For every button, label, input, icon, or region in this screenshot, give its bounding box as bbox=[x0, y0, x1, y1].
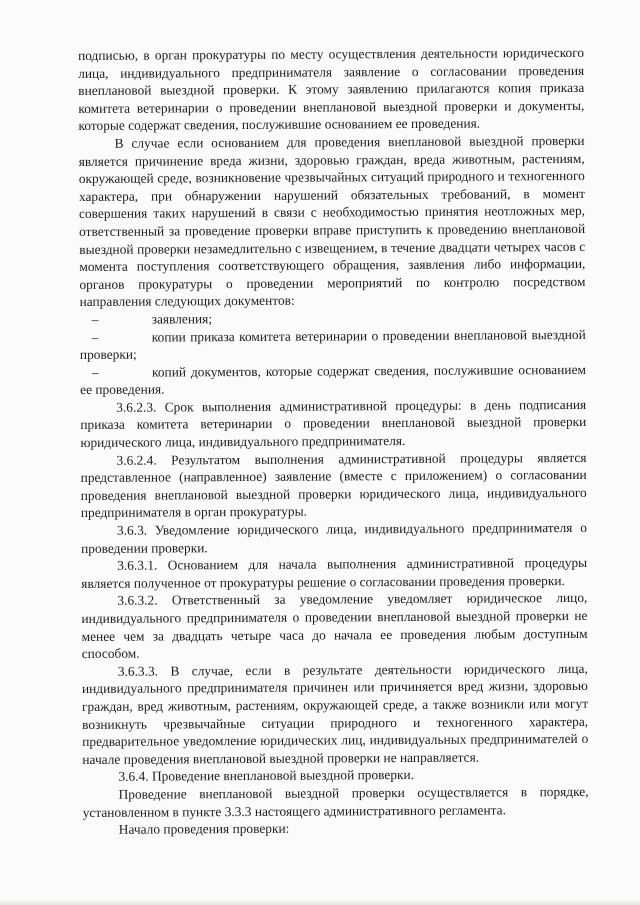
list-item-text: копий документов, которые содержат сведения, послужившие основанием ее проведения. bbox=[80, 361, 587, 398]
paragraph-3-6-3-2: 3.6.3.2. Ответственный за уведомление уведомляет юридическое лицо, индивидуального предпринимателя о проведении внеплановой выездной проверки не менее чем за двадцать четыре часа до начала ее проведения любым доступным способом. bbox=[81, 590, 588, 662]
paragraph-3-6-4: 3.6.4. Проведение внеплановой выездной проверки. bbox=[118, 767, 415, 785]
paragraph-emergency: В случае если основанием для проведения внеплановой выездной проверки является причинение вреда жизни, здоровью граждан, вреда животным, растениям, окружающей среде, возникновение чрезвычайных ситуаций природного и техногенного характера, при обнаружении нарушений обязательных требований, в момент совершения таких нарушений в связи с необходимостью принятия неотложных мер, ответственный за проведение проверки вправе приступить к проведению внеплановой выездной проверки незамедлительно с извещением, в течение двадцати четырех часов с момента поступления соответствующего обращения, заявления либо информации, органов прокуратуры о проведении мероприятий по контролю посредством направления следующих документов: bbox=[78, 132, 586, 310]
paragraph-procedure: Проведение внеплановой выездной проверки осуществляется в порядке, установленном в пункте 3.3.3 настоящего административного регламента. bbox=[82, 783, 589, 820]
list-item bbox=[80, 361, 586, 399]
paragraph-3-6-2-4: 3.6.2.4. Результатом выполнения административной процедуры является представленное (направленное) заявление (вместе с приложением) о согласовании проведения внеплановой выездной проверки юридического лица, индивидуального предпринимателя в орган прокуратуры. bbox=[80, 449, 587, 521]
scan-edge bbox=[0, 899, 640, 905]
list-item-text: заявления; bbox=[151, 311, 213, 327]
list-item-text: копии приказа комитета ветеринарии о проведении внеплановой выездной проверки; bbox=[79, 326, 586, 363]
paragraph-start: Начало проведения проверки: bbox=[118, 820, 290, 837]
paragraph-3-6-3: 3.6.3. Уведомление юридического лица, индивидуального предпринимателя о проведении проверки. bbox=[81, 519, 587, 556]
list-dash: – bbox=[91, 311, 99, 327]
paragraph-3-6-3-3: 3.6.3.3. В случае, если в результате деятельности юридического лица, индивидуального предпринимателя причинен или причиняется вред жизни, здоровью граждан, вред животным, растениям, окружающей среде, а также возникли или могут возникнуть чрезвычайные ситуации природного и техногенного характера, предварительное уведомление юридических лиц, индивидуальных предпринимателей о начале проведения внеплановой выездной проверки не направляется. bbox=[81, 660, 589, 767]
document-page bbox=[78, 44, 589, 839]
list-item bbox=[80, 325, 586, 363]
list-dash: – bbox=[91, 364, 99, 380]
paragraph-3-6-3-1: 3.6.3.1. Основанием для начала выполнения административной процедуры является полученное от прокуратуры решение о согласовании проведения проверки. bbox=[81, 555, 588, 591]
paragraph-cont: подписью, в орган прокуратуры по месту осуществления деятельности юридического лица, индивидуального предпринимателя заявление о согласовании проведения внеплановой выездной проверки. К этому заявлению прилагаются копия приказа комитета ветеринарии о проведении внеплановой выездной проверки и документы, которые содержат сведения, послужившие основанием ее проведения. bbox=[78, 44, 585, 134]
list-dash: – bbox=[91, 329, 99, 345]
paragraph-3-6-2-3: 3.6.2.3. Срок выполнения административной процедуры: в день подписания приказа комитета ветеринарии о проведении внеплановой выездной проверки юридического лица, индивидуального предпринимателя. bbox=[80, 396, 587, 451]
